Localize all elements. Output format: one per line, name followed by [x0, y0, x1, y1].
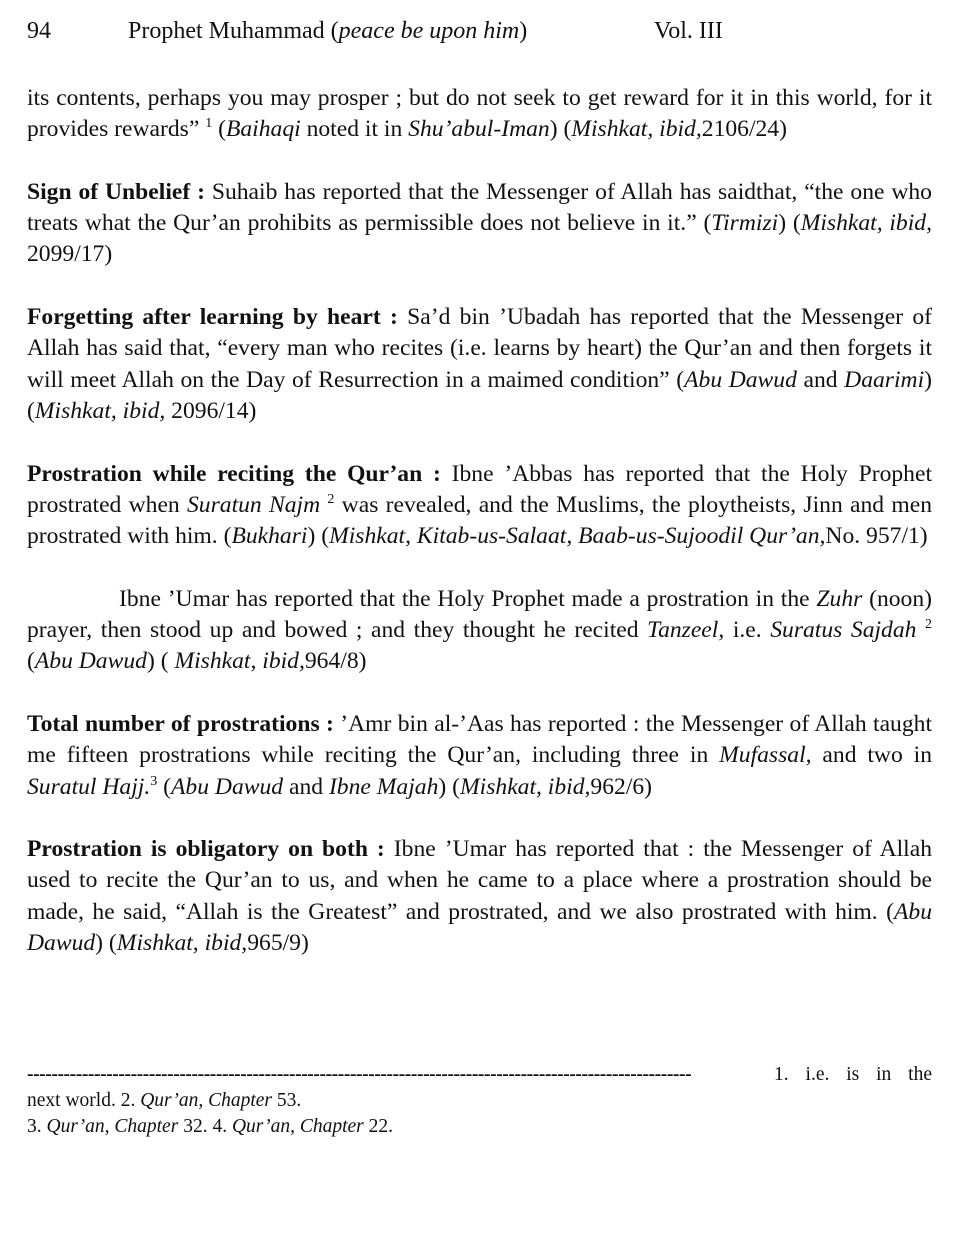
italic-text: Abu Dawud: [34, 648, 147, 675]
text-run: (: [157, 773, 171, 800]
paragraph: [27, 834, 932, 959]
text-run: 32. 4.: [178, 1116, 232, 1137]
footnote-row-1: [27, 1062, 932, 1088]
footnote-ref: 2: [327, 491, 335, 507]
title-italic: peace be upon him: [338, 18, 520, 44]
italic-text: Ibne Majah: [328, 773, 439, 800]
footnote-row-3: [27, 1114, 932, 1140]
italic-text: Tanzeel,: [647, 617, 725, 644]
text-run: ) (: [307, 523, 330, 550]
text-run: 3.: [27, 1116, 47, 1137]
running-title: [128, 18, 527, 45]
italic-text: Tirmizi: [711, 210, 779, 237]
paragraph: [27, 177, 932, 271]
footnote-separator: -------------------------------------------------------------------------------------------------------------: [27, 1064, 692, 1085]
italic-text: Mishkat, ibid,: [800, 210, 932, 237]
italic-text: Mishkat, Kitab-us-Salaat, Baab-us-Sujoodil Qur’an,: [329, 523, 826, 550]
text-run: 53.: [272, 1090, 302, 1111]
italic-text: Bukhari: [231, 523, 308, 550]
italic-text: Mishkat, ibid,: [571, 116, 702, 143]
title-text: Prophet Muhammad (: [128, 18, 339, 44]
text-run: ) (: [27, 366, 932, 424]
italic-text: Mufassal,: [719, 742, 812, 769]
text-run: 2099/17): [27, 241, 113, 268]
italic-text: Suratul Hajj.: [27, 773, 151, 800]
section-heading: Prostration while reciting the Qur’an :: [27, 460, 452, 487]
italic-text: Zuhr: [816, 585, 863, 612]
text-run: 2096/14): [165, 397, 257, 424]
footnote-ref: 2: [925, 617, 933, 633]
text-run: Ibne ’Umar has reported that the Holy Prophet made a prostration in the: [119, 585, 817, 612]
italic-text: Abu Dawud: [171, 773, 284, 800]
section-heading: Prostration is obligatory on both :: [27, 836, 394, 863]
section-heading: Sign of Unbelief :: [27, 178, 212, 205]
footnotes: [27, 1062, 932, 1140]
paragraph: [27, 302, 932, 427]
italic-text: Daarimi: [844, 366, 925, 393]
text-run: ) (: [549, 116, 572, 143]
text-run: i.e.: [724, 617, 771, 644]
footnote-1-start: 1. i.e. is in the: [774, 1064, 932, 1085]
text-run: was revealed, and the Muslims, the ploytheists, Jinn and men prostrated with him. (: [27, 491, 932, 550]
title-close: ): [519, 18, 528, 44]
text-run: 965/9): [247, 930, 309, 957]
paragraph: [27, 709, 932, 803]
text-run: 2106/24): [701, 116, 787, 143]
text-run: [916, 617, 925, 643]
text-run: (: [212, 116, 226, 143]
text-run: ) (: [438, 773, 460, 800]
italic-text: Mishkat, ibid,: [460, 773, 591, 800]
text-run: its contents, perhaps you may prosper ; but do not seek to get reward for it in this world, for it provides rewards”: [27, 85, 932, 143]
text-run: Sa’d bin ’Ubadah has reported that the Messenger of Allah has said that, “every man who recites (i.e. learns by heart) the Qur’an and then forgets it will meet Allah on the Day of Resurrection in a maimed condition” (: [27, 304, 932, 393]
text-run: ) (: [778, 210, 801, 237]
italic-text: Abu Dawud: [684, 366, 797, 393]
text-run: (: [27, 648, 35, 675]
text-run: 962/6): [590, 773, 653, 800]
text-run: and: [796, 366, 845, 393]
paragraph: [27, 459, 932, 553]
footnote-ref: 1: [205, 116, 213, 132]
footnote-ref: 3: [150, 773, 158, 789]
text-run: ) (: [146, 648, 175, 675]
italic-text: Mishkat, ibid,: [116, 930, 248, 957]
text-run: and: [283, 773, 329, 800]
section-heading: Forgetting after learning by heart :: [27, 304, 408, 331]
italic-text: Suratun Najm: [187, 491, 321, 518]
text-run: Ibne ’Abbas has reported that the Holy Prophet prostrated when: [27, 460, 932, 518]
text-run: next world. 2.: [27, 1090, 141, 1111]
text-run: and two in: [811, 742, 932, 769]
text-run: Suhaib has reported that the Messenger of Allah has saidthat, “the one who treats what the Qur’an prohibits as permissible does not believe in it.” (: [27, 178, 932, 237]
italic-text: Mishkat, ibid,: [174, 648, 305, 675]
italic-text: Qur’an, Chapter: [46, 1116, 179, 1137]
italic-text: Qur’an, Chapter: [140, 1090, 273, 1111]
page-number: 94: [27, 18, 51, 44]
text-run: noted it in: [300, 116, 409, 143]
text-run: (noon) prayer, then stood up and bowed ; and they thought he recited: [27, 585, 932, 644]
italic-text: Mishkat, ibid,: [34, 397, 166, 424]
page-body: [27, 83, 932, 991]
italic-text: Suratus Sajdah: [770, 617, 917, 644]
italic-text: Shu’abul-Iman: [408, 116, 550, 143]
text-run: 964/8): [304, 648, 367, 675]
italic-text: Abu Dawud: [27, 898, 932, 957]
text-run: ’Amr bin al-’Aas has reported : the Messenger of Allah taught me fifteen prostrations while reciting the Qur’an, including three in: [27, 710, 932, 769]
section-heading: Total number of prostrations :: [27, 710, 341, 737]
footnote-row-2: [27, 1088, 932, 1114]
text-run: Ibne ’Umar has reported that : the Messenger of Allah used to recite the Qur’an to us, and when he came to a place where a prostration should be made, he said, “Allah is the Greatest” and prostrated, and we also prostrated with him. (: [27, 836, 932, 925]
italic-text: Baihaqi: [225, 116, 301, 143]
text-run: ) (: [95, 930, 117, 957]
text-run: No. 957/1): [825, 523, 928, 550]
volume-label: Vol. III: [654, 18, 723, 44]
paragraph: [27, 584, 932, 678]
text-run: 22.: [363, 1116, 393, 1137]
paragraph: [27, 83, 932, 146]
italic-text: Qur’an, Chapter: [231, 1116, 364, 1137]
